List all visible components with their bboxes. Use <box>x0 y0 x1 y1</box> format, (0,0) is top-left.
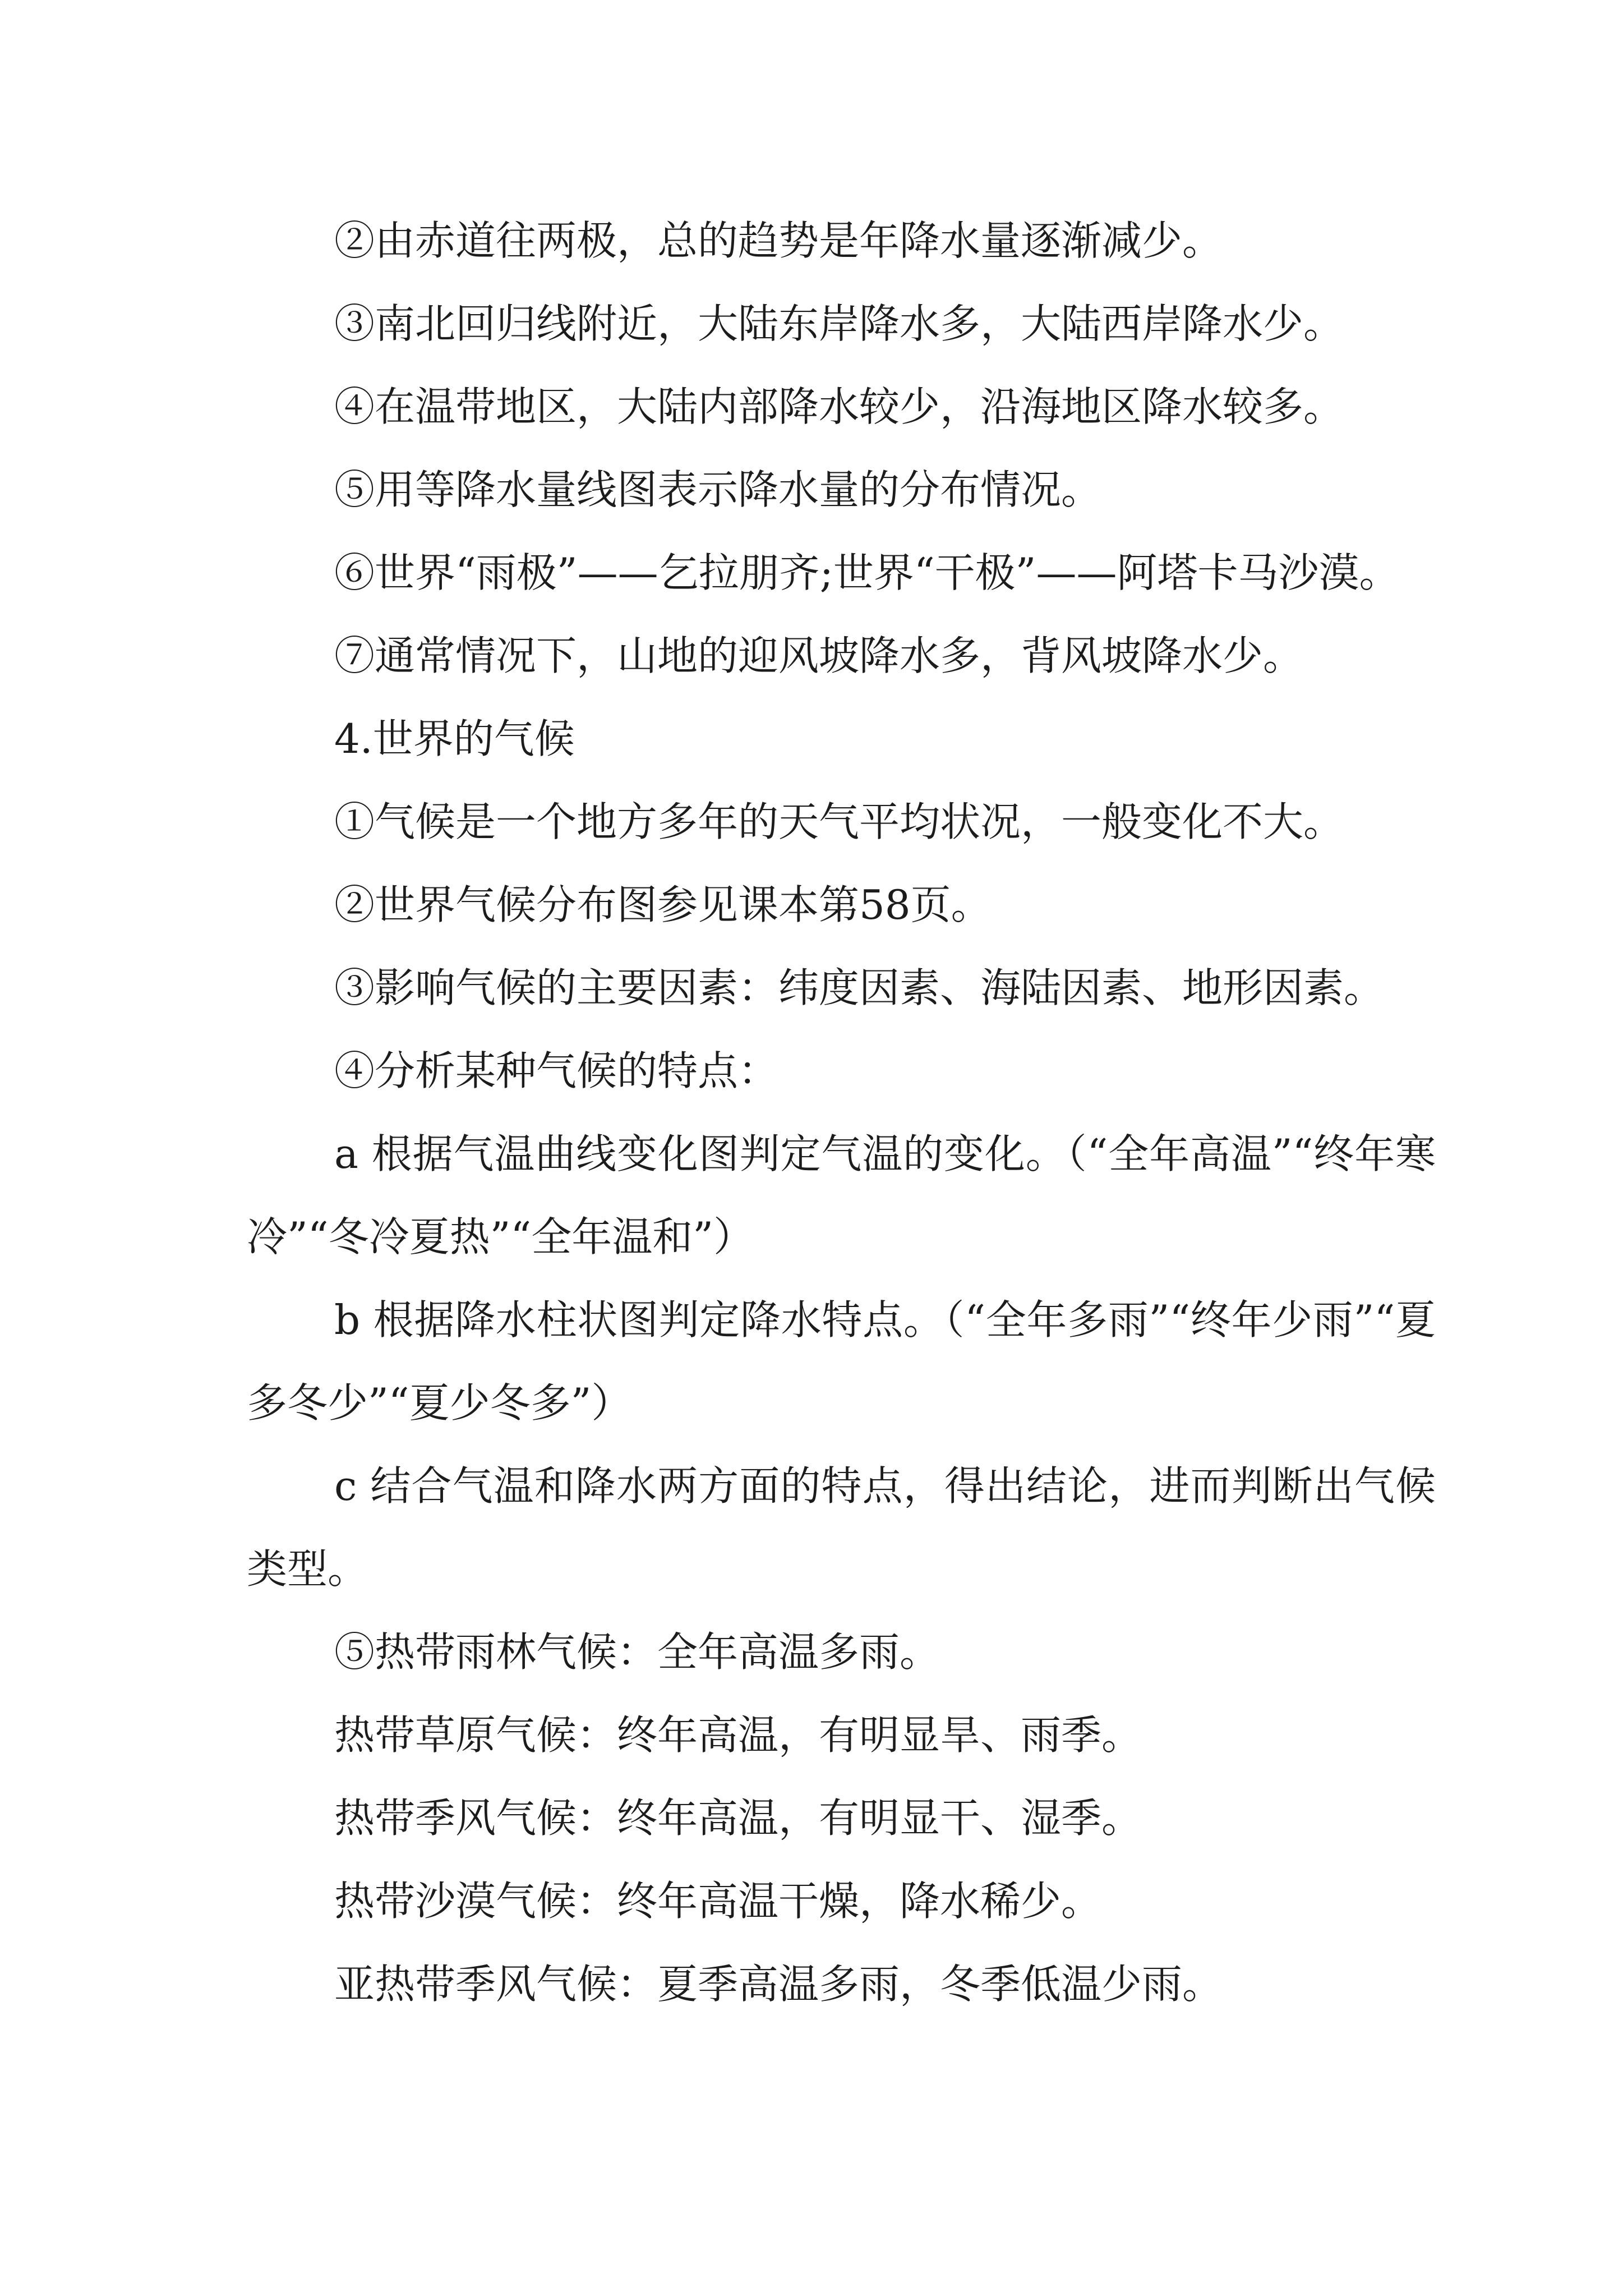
paragraph-analysis-conclusion: c 结合气温和降水两方面的特点，得出结论，进而判断出气候类型。 <box>247 1462 1436 1593</box>
paragraph-tropical-monsoon: 热带季风气候：终年高温，有明显干、湿季。 <box>334 1795 1142 1842</box>
paragraph-tropical-rainforest: ⑤热带雨林气候：全年高温多雨。 <box>334 1628 940 1676</box>
paragraph-rain-dry-poles: ⑥世界“雨极”——乞拉朋齐;世界“干极”——阿塔卡马沙漠。 <box>334 549 1400 596</box>
paragraph-climate-definition: ①气候是一个地方多年的天气平均状况，一般变化不大。 <box>334 798 1344 845</box>
paragraph-climate-analysis-intro: ④分析某种气候的特点： <box>334 1047 779 1094</box>
paragraph-precipitation-equator-poles: ②由赤道往两极，总的趋势是年降水量逐渐减少。 <box>334 217 1223 264</box>
paragraph-analysis-precipitation: b 根据降水柱状图判定降水特点。（“全年多雨”“终年少雨”“夏多冬少”“夏少冬多”） <box>247 1296 1436 1427</box>
paragraph-precipitation-temperate: ④在温带地区，大陆内部降水较少，沿海地区降水较多。 <box>334 383 1344 430</box>
paragraph-analysis-temperature: a 根据气温曲线变化图判定气温的变化。（“全年高温”“终年寒冷”“冬冷夏热”“全年温和”） <box>247 1130 1436 1260</box>
paragraph-precipitation-tropics-coasts: ③南北回归线附近，大陆东岸降水多，大陆西岸降水少。 <box>334 300 1344 347</box>
paragraph-climate-map-reference: ②世界气候分布图参见课本第58页。 <box>334 881 992 928</box>
paragraph-subtropical-monsoon: 亚热带季风气候：夏季高温多雨，冬季低温少雨。 <box>334 1961 1223 2008</box>
document-body <box>247 199 1436 2026</box>
paragraph-tropical-savanna: 热带草原气候：终年高温，有明显旱、雨季。 <box>334 1711 1142 1759</box>
paragraph-isohyet-map: ⑤用等降水量线图表示降水量的分布情况。 <box>334 466 1102 513</box>
section-heading-world-climate: 4.世界的气候 <box>334 715 575 762</box>
paragraph-tropical-desert: 热带沙漠气候：终年高温干燥，降水稀少。 <box>334 1878 1102 1925</box>
paragraph-climate-factors: ③影响气候的主要因素：纬度因素、海陆因素、地形因素。 <box>334 964 1385 1011</box>
paragraph-windward-leeward: ⑦通常情况下，山地的迎风坡降水多，背风坡降水少。 <box>334 632 1304 679</box>
